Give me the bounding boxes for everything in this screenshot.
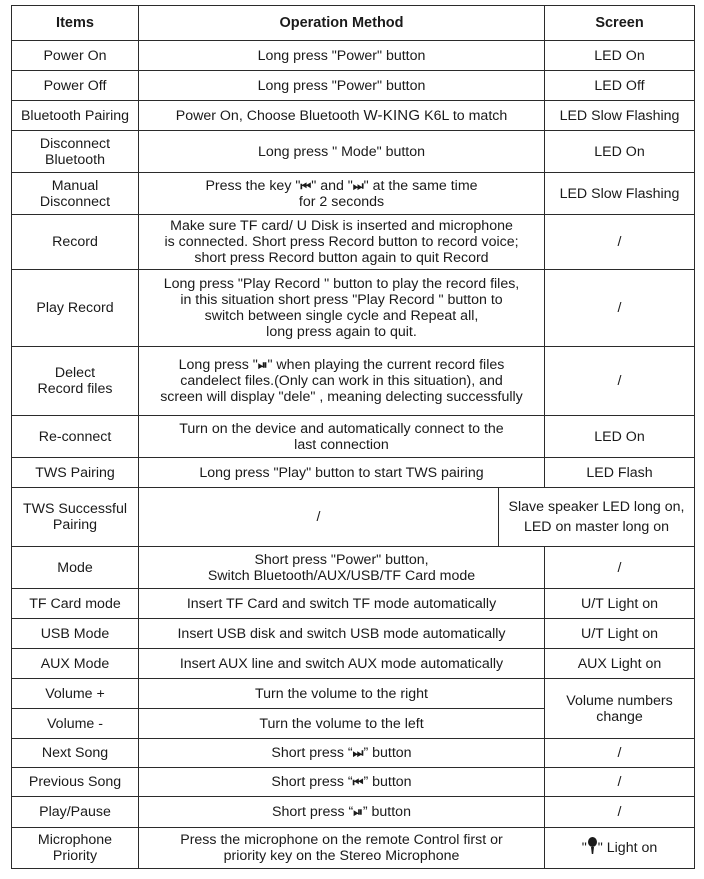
screen-cell: U/T Light on bbox=[545, 589, 695, 619]
method-line: Press the microphone on the remote Control first or bbox=[180, 832, 503, 848]
item-cell: Re-connect bbox=[12, 416, 139, 458]
item-cell: Volume + bbox=[12, 679, 139, 709]
screen-cell: LED Slow Flashing bbox=[545, 101, 695, 131]
screen-cell: / bbox=[545, 768, 695, 797]
item-line: Pairing bbox=[52, 517, 98, 533]
item-cell: Record bbox=[12, 215, 139, 270]
method-cell: Insert TF Card and switch TF mode automatically bbox=[139, 589, 545, 619]
previous-track-icon: ⏮ bbox=[352, 775, 364, 789]
item-cell: Next Song bbox=[12, 739, 139, 768]
header-items: Items bbox=[12, 6, 139, 41]
method-text: ” button bbox=[362, 804, 411, 820]
screen-line: change bbox=[596, 708, 643, 725]
method-cell bbox=[139, 101, 545, 131]
item-line: Bluetooth bbox=[45, 151, 105, 168]
item-cell: Bluetooth Pairing bbox=[12, 101, 139, 131]
method-cell bbox=[139, 347, 545, 416]
item-cell bbox=[12, 131, 139, 173]
table-row bbox=[12, 458, 695, 488]
screen-cell: / bbox=[545, 547, 695, 589]
method-text: " and " bbox=[311, 177, 353, 194]
method-cell bbox=[139, 215, 545, 270]
table-row bbox=[12, 41, 695, 71]
operation-table bbox=[11, 5, 695, 869]
method-cell bbox=[139, 416, 545, 458]
method-line: short press Record button again to quit Record bbox=[194, 250, 489, 266]
screen-line: Slave speaker LED long on, bbox=[508, 499, 685, 515]
screen-cell: AUX Light on bbox=[545, 649, 695, 679]
method-text: Press the key " bbox=[205, 177, 301, 194]
item-line: Disconnect bbox=[39, 193, 111, 210]
table-row bbox=[12, 768, 695, 797]
header-operation-method: Operation Method bbox=[139, 6, 545, 41]
method-cell bbox=[139, 270, 545, 347]
item-cell: Play Record bbox=[12, 270, 139, 347]
method-line: Make sure TF card/ U Disk is inserted and microphone bbox=[170, 218, 513, 234]
method-cell bbox=[139, 739, 545, 768]
screen-text: " bbox=[581, 840, 587, 856]
previous-track-icon: ⏮ bbox=[300, 178, 312, 193]
item-cell bbox=[12, 488, 139, 547]
method-cell: Insert USB disk and switch USB mode automatically bbox=[139, 619, 545, 649]
table-row bbox=[12, 679, 695, 709]
method-cell: Turn the volume to the right bbox=[139, 679, 545, 709]
method-text: " when playing the current record files bbox=[267, 357, 505, 373]
play-pause-icon: ⏯ bbox=[353, 805, 363, 819]
item-cell bbox=[12, 347, 139, 416]
table-row bbox=[12, 619, 695, 649]
item-cell: Mode bbox=[12, 547, 139, 589]
method-line: long press again to quit. bbox=[266, 324, 417, 340]
play-pause-icon: ⏯ bbox=[257, 358, 268, 372]
screen-cell bbox=[545, 679, 695, 739]
table-row bbox=[12, 173, 695, 215]
next-track-icon: ⏭ bbox=[352, 746, 364, 760]
method-cell: Turn the volume to the left bbox=[139, 709, 545, 739]
item-line: TWS Successful bbox=[22, 501, 128, 517]
method-text: Short press “ bbox=[271, 745, 353, 761]
screen-line: LED on master long on bbox=[523, 519, 670, 535]
method-cell: / bbox=[139, 488, 499, 547]
item-cell: TF Card mode bbox=[12, 589, 139, 619]
method-cell: Long press "Power" button bbox=[139, 71, 545, 101]
item-line: Microphone bbox=[37, 832, 113, 848]
item-line: Manual bbox=[51, 177, 99, 194]
item-cell: Power Off bbox=[12, 71, 139, 101]
next-track-icon: ⏭ bbox=[352, 178, 364, 193]
brand-name: W-KING bbox=[363, 106, 421, 124]
item-cell: Play/Pause bbox=[12, 797, 139, 828]
item-cell: AUX Mode bbox=[12, 649, 139, 679]
method-text: ” button bbox=[363, 774, 412, 790]
item-cell bbox=[12, 828, 139, 869]
screen-cell: LED Off bbox=[545, 71, 695, 101]
table-row bbox=[12, 739, 695, 768]
item-line: Disconnect bbox=[39, 135, 111, 152]
item-cell: Power On bbox=[12, 41, 139, 71]
method-text: ” button bbox=[363, 745, 412, 761]
method-text: K6L to match bbox=[424, 107, 508, 124]
method-line: for 2 seconds bbox=[298, 193, 385, 210]
method-line: candelect files.(Only can work in this situation), and bbox=[180, 373, 503, 389]
table-row bbox=[12, 589, 695, 619]
method-cell: Long press "Power" button bbox=[139, 41, 545, 71]
table-row bbox=[12, 270, 695, 347]
screen-cell: / bbox=[545, 215, 695, 270]
method-line: Turn on the device and automatically connect to the bbox=[179, 420, 504, 437]
screen-line: Volume numbers bbox=[566, 692, 673, 709]
table-row bbox=[12, 416, 695, 458]
screen-cell: LED Flash bbox=[545, 458, 695, 488]
screen-cell: LED On bbox=[545, 131, 695, 173]
table-row bbox=[12, 488, 695, 547]
table-row bbox=[12, 547, 695, 589]
table-row bbox=[12, 649, 695, 679]
method-text: Short press “ bbox=[271, 774, 353, 790]
item-cell: USB Mode bbox=[12, 619, 139, 649]
table-row bbox=[12, 215, 695, 270]
screen-cell bbox=[499, 488, 695, 547]
screen-cell: / bbox=[545, 270, 695, 347]
method-cell bbox=[139, 768, 545, 797]
item-line: Priority bbox=[52, 848, 98, 864]
screen-cell: U/T Light on bbox=[545, 619, 695, 649]
table-row bbox=[12, 828, 695, 869]
table-row bbox=[12, 101, 695, 131]
table-row bbox=[12, 797, 695, 828]
method-cell: Long press "Play" button to start TWS pairing bbox=[139, 458, 545, 488]
method-line: is connected. Short press Record button to record voice; bbox=[164, 234, 519, 250]
method-text: Power On, Choose Bluetooth bbox=[175, 107, 360, 124]
table-row bbox=[12, 347, 695, 416]
item-line: Record files bbox=[37, 381, 113, 397]
method-cell: Long press " Mode" button bbox=[139, 131, 545, 173]
microphone-icon bbox=[587, 837, 598, 859]
method-text: Short press “ bbox=[272, 804, 354, 820]
item-cell: TWS Pairing bbox=[12, 458, 139, 488]
method-line: Short press "Power" button, bbox=[254, 551, 429, 568]
method-line: last connection bbox=[294, 436, 389, 453]
method-line: Long press "Play Record " button to play the record files, bbox=[163, 276, 520, 292]
method-line: Switch Bluetooth/AUX/USB/TF Card mode bbox=[207, 567, 476, 584]
method-text: " at the same time bbox=[363, 177, 478, 194]
screen-cell: LED On bbox=[545, 416, 695, 458]
method-cell bbox=[139, 173, 545, 215]
header-screen: Screen bbox=[545, 6, 695, 41]
method-line: switch between single cycle and Repeat all, bbox=[204, 308, 479, 324]
table-row bbox=[12, 131, 695, 173]
method-cell bbox=[139, 547, 545, 589]
item-cell: Volume - bbox=[12, 709, 139, 739]
screen-cell: / bbox=[545, 739, 695, 768]
item-line: Delect bbox=[54, 365, 96, 381]
method-cell: Insert AUX line and switch AUX mode automatically bbox=[139, 649, 545, 679]
method-text: Long press " bbox=[178, 357, 258, 373]
item-cell: Previous Song bbox=[12, 768, 139, 797]
screen-cell bbox=[545, 828, 695, 869]
screen-cell: / bbox=[545, 797, 695, 828]
screen-cell: LED Slow Flashing bbox=[545, 173, 695, 215]
method-line: priority key on the Stereo Microphone bbox=[223, 848, 460, 864]
table-row bbox=[12, 71, 695, 101]
screen-cell: / bbox=[545, 347, 695, 416]
screen-text: " Light on bbox=[597, 840, 658, 856]
method-line: screen will display "dele" , meaning delecting successfully bbox=[160, 389, 523, 405]
header-row bbox=[12, 6, 695, 41]
method-cell bbox=[139, 797, 545, 828]
method-line: in this situation short press "Play Record " button to bbox=[180, 292, 503, 308]
item-cell bbox=[12, 173, 139, 215]
screen-cell: LED On bbox=[545, 41, 695, 71]
method-cell bbox=[139, 828, 545, 869]
